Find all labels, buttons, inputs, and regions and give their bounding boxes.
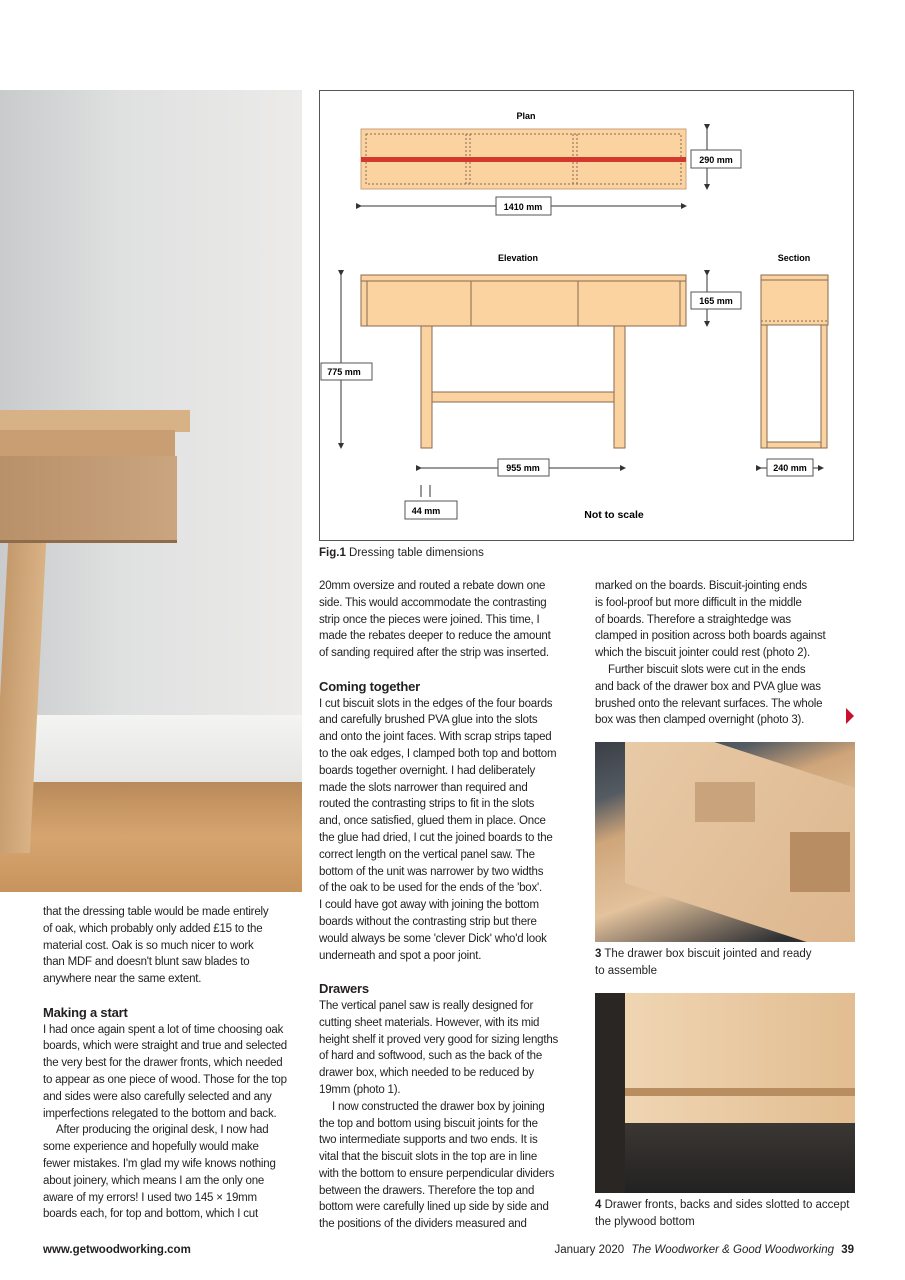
text-line: the top and bottom using biscuit joints for the	[319, 1117, 538, 1130]
text-line: strip once the pieces were joined. This time, I	[319, 613, 540, 626]
caption-line: the plywood bottom	[595, 1215, 695, 1228]
text-line: fewer mistakes. I'm glad my wife knows nothing	[43, 1157, 276, 1170]
text-line: After producing the original desk, I now had	[56, 1124, 269, 1137]
text-line: and sides were also carefully selected and any	[43, 1090, 272, 1103]
text-line: of sanding required after the strip was inserted.	[319, 647, 549, 660]
section-title: Section	[777, 253, 811, 263]
magazine-title: The Woodworker & Good Woodworking	[631, 1244, 834, 1256]
text-column-left	[43, 904, 303, 1223]
text-line: 19mm (photo 1).	[319, 1083, 401, 1096]
section-heading: Coming together	[319, 678, 420, 694]
text-line: box was then clamped overnight (photo 3).	[595, 714, 805, 727]
continue-arrow-icon	[846, 708, 854, 724]
section-heading: Drawers	[319, 981, 369, 997]
text-line: boards together overnight. I had deliberately	[319, 764, 536, 777]
text-line: vital that the biscuit slots in the top are in line	[319, 1151, 538, 1164]
text-line: clamped in position across both boards against	[595, 630, 826, 643]
dim-165: 165 mm	[699, 296, 733, 306]
figure-caption	[319, 545, 484, 562]
text-line: with the bottom to ensure perpendicular dividers	[319, 1167, 555, 1180]
text-line: the glue had dried, I cut the joined boards to the	[319, 831, 553, 844]
issue-date: January 2020	[554, 1244, 625, 1256]
dressing-table-photo	[0, 90, 302, 892]
footer-issue	[554, 1244, 854, 1256]
paragraph	[319, 1099, 579, 1233]
text-line: I now constructed the drawer box by joining	[332, 1100, 545, 1113]
text-line: to the oak edges, I clamped both top and bottom	[319, 747, 557, 760]
text-line: and back of the drawer box and PVA glue was	[595, 680, 821, 693]
page-number: 39	[841, 1244, 854, 1256]
spacer	[43, 988, 303, 1005]
text-line: cutting sheet materials. However, with its mid	[319, 1016, 540, 1029]
text-line: bottom of the unit was narrower by two widths	[319, 865, 544, 878]
paragraph	[319, 578, 579, 662]
text-line: I could have got away with joining the bottom	[319, 899, 539, 912]
text-line: and, once satisfied, glued them in place. Once	[319, 815, 546, 828]
text-line: side. This would accommodate the contrasting	[319, 596, 547, 609]
paragraph	[43, 904, 303, 988]
text-line: material cost. Oak is so much nicer to work	[43, 939, 254, 952]
text-column-right	[595, 578, 840, 729]
photo-3-drawer-box	[595, 742, 855, 942]
text-line: two intermediate supports and two ends. It is	[319, 1134, 538, 1147]
text-line: correct length on the vertical panel saw. The	[319, 848, 535, 861]
paragraph	[43, 1022, 303, 1123]
text-line: some experience and hopefully would make	[43, 1141, 259, 1154]
paragraph	[43, 1122, 303, 1223]
text-line: made the slots narrower than required and	[319, 781, 528, 794]
dim-240: 240 mm	[773, 463, 807, 473]
dim-290: 290 mm	[699, 155, 733, 165]
figure-caption-text: Dressing table dimensions	[349, 547, 484, 559]
text-line: the very best for the drawer fronts, which needed	[43, 1057, 283, 1070]
text-line: underneath and spot a poor joint.	[319, 949, 482, 962]
text-line: and onto the joint faces. With scrap strips taped	[319, 731, 552, 744]
text-line: to appear as one piece of wood. Those for the top	[43, 1073, 287, 1086]
photo-4-caption	[595, 1197, 849, 1231]
text-line: about joinery, which means I am the only one	[43, 1174, 265, 1187]
text-line: of boards. Therefore a straightedge was	[595, 613, 791, 626]
not-to-scale-note: Not to scale	[584, 509, 644, 521]
text-line: routed the contrasting strips to fit in the slots	[319, 798, 535, 811]
dimension-diagram	[319, 90, 854, 541]
paragraph	[319, 998, 579, 1099]
dim-1410: 1410 mm	[503, 202, 543, 212]
text-line: imperfections relegated to the bottom and back.	[43, 1107, 277, 1120]
text-line: boards without the contrasting strip but there	[319, 915, 537, 928]
text-line: Further biscuit slots were cut in the ends	[608, 663, 806, 676]
text-line: made the rebates deeper to reduce the amount	[319, 630, 551, 643]
text-line: would always be some 'clever Dick' who'd look	[319, 932, 547, 945]
contrasting-strip	[361, 157, 686, 162]
elevation-view	[361, 275, 686, 448]
caption-line: to assemble	[595, 964, 658, 977]
paragraph	[319, 696, 579, 965]
text-line: and carefully brushed PVA glue into the slots	[319, 714, 538, 727]
photo-4-number: 4	[595, 1199, 602, 1211]
text-line: is fool-proof but more difficult in the middle	[595, 596, 802, 609]
caption-line: Drawer fronts, backs and sides slotted to accept	[604, 1199, 850, 1211]
dim-955: 955 mm	[506, 463, 540, 473]
paragraph	[595, 662, 840, 729]
text-line: that the dressing table would be made entirely	[43, 906, 269, 918]
text-line: of hard and softwood, such as the back of the	[319, 1050, 543, 1063]
footer-website[interactable]: www.getwoodworking.com	[43, 1244, 191, 1256]
text-line: boards, which were straight and true and selected	[43, 1040, 287, 1053]
text-line: boards each, for top and bottom, which I cut	[43, 1208, 258, 1221]
text-line: 20mm oversize and routed a rebate down one	[319, 580, 546, 592]
text-line: The vertical panel saw is really designed for	[319, 999, 534, 1012]
caption-line: The drawer box biscuit jointed and ready	[604, 948, 812, 960]
figure-number: Fig.1	[319, 547, 346, 559]
text-line: marked on the boards. Biscuit-jointing ends	[595, 580, 807, 592]
dim-44: 44 mm	[411, 506, 441, 516]
spacer	[319, 662, 579, 679]
section-view	[761, 275, 828, 448]
photo-4-slotted-board	[595, 993, 855, 1193]
text-line: bottom were carefully lined up side by side and	[319, 1201, 549, 1214]
text-line: of the oak to be used for the ends of the 'box'.	[319, 882, 543, 895]
photo-3-caption	[595, 946, 812, 980]
text-line: of oak, which probably only added £15 to the	[43, 922, 263, 935]
text-line: between the drawers. Therefore the top and	[319, 1184, 535, 1197]
elevation-title: Elevation	[497, 253, 539, 263]
section-heading: Making a start	[43, 1004, 128, 1020]
plan-title: Plan	[516, 111, 536, 121]
text-line: than MDF and doesn't blunt saw blades to	[43, 956, 250, 969]
text-line: the positions of the dividers measured and	[319, 1218, 527, 1231]
text-line: brushed onto the relevant surfaces. The whole	[595, 697, 823, 710]
text-line: anywhere near the same extent.	[43, 973, 202, 986]
paragraph	[595, 578, 840, 662]
dim-775: 775 mm	[327, 367, 361, 377]
text-line: which the biscuit jointer could rest (photo 2).	[595, 647, 810, 660]
text-line: I had once again spent a lot of time choosing oak	[43, 1023, 284, 1036]
text-line: drawer box, which needed to be reduced by	[319, 1067, 534, 1080]
text-line: I cut biscuit slots in the edges of the four boards	[319, 697, 553, 710]
photo-3-number: 3	[595, 948, 602, 960]
text-line: aware of my errors! I used two 145 × 19mm	[43, 1191, 257, 1204]
spacer	[319, 964, 579, 981]
text-column-middle	[319, 578, 579, 1233]
text-line: height shelf it proved very good for sizing lengths	[319, 1033, 559, 1046]
